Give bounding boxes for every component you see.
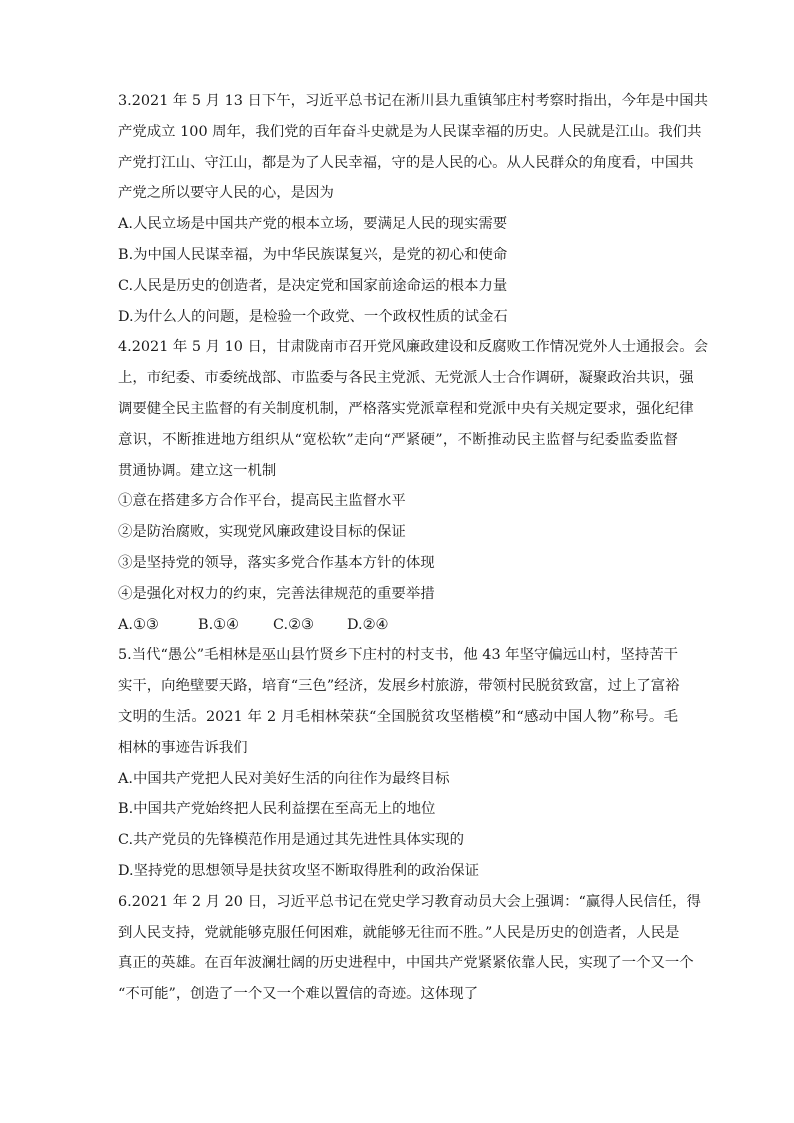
question-5-stem-line: 实干，向绝壁要天路，培育“三色”经济，发展乡村旅游，带领村民脱贫致富，过上了富裕 <box>118 678 680 695</box>
question-3 <box>118 86 708 332</box>
question-4-choice-d: D.②④ <box>347 616 389 633</box>
question-list <box>118 86 708 1010</box>
question-4-stem-line: 4.2021 年 5 月 10 日，甘肃陇南市召开党风廉政建设和反腐败工作情况党外人士通报会。会 <box>118 339 708 356</box>
question-4-stem-line: 调要健全民主监督的有关制度机制，严格落实党派章程和党派中央有关规定要求，强化纪律 <box>118 400 694 417</box>
question-4-choice-c: C.②③ <box>273 616 314 633</box>
question-6-stem-line: 真正的英雄。在百年波澜壮阔的历史进程中，中国共产党紧紧依靠人民，实现了一个又一个 <box>118 955 694 972</box>
question-4-statement-1: ①意在搭建多方合作平台，提高民主监督水平 <box>118 493 406 510</box>
question-4-choice-b: B.①④ <box>198 616 239 633</box>
question-4-stem-line: 上，市纪委、市委统战部、市监委与各民主党派、无党派人士合作调研，凝聚政治共识，强 <box>118 370 694 387</box>
question-4-choice-a: A.①③ <box>118 616 159 633</box>
question-5 <box>118 640 678 886</box>
question-3-option-c: C.人民是历史的创造者，是决定党和国家前途命运的根本力量 <box>118 277 508 294</box>
question-5-option-d: D.坚持党的思想领导是扶贫攻坚不断取得胜利的政治保证 <box>118 862 479 879</box>
question-5-option-b: B.中国共产党始终把人民利益摆在至高无上的地位 <box>118 801 436 818</box>
question-5-option-a: A.中国共产党把人民对美好生活的向往作为最终目标 <box>118 770 450 787</box>
question-4-stem-line: 贯通协调。建立这一机制 <box>118 462 277 479</box>
question-6-stem-line: 6.2021 年 2 月 20 日，习近平总书记在党史学习教育动员大会上强调：“赢得人民信任，得 <box>118 893 701 910</box>
question-4-stem-line: 意识，不断推进地方组织从“宽松软”走向“严紧硬”，不断推动民主监督与纪委监委监督 <box>118 431 678 448</box>
question-4-statement-3: ③是坚持党的领导，落实多党合作基本方针的体现 <box>118 554 435 571</box>
question-5-stem-line: 文明的生活。2021 年 2 月毛相林荣获“全国脱贫攻坚楷模”和“感动中国人物”称号。毛 <box>118 708 678 725</box>
question-4-statement-2: ②是防治腐败，实现党风廉政建设目标的保证 <box>118 524 406 541</box>
question-4 <box>118 332 708 640</box>
question-3-option-a: A.人民立场是中国共产党的根本立场，要满足人民的现实需要 <box>118 216 508 233</box>
question-5-stem-line: 5.当代“愚公”毛相林是巫山县竹贤乡下庄村的村支书，他 43 年坚守偏远山村，坚持苦干 <box>118 647 678 664</box>
question-3-option-d: D.为什么人的问题，是检验一个政党、一个政权性质的试金石 <box>118 308 508 325</box>
question-5-option-c: C.共产党员的先锋模范作用是通过其先进性具体实现的 <box>118 832 465 849</box>
question-3-option-b: B.为中国人民谋幸福，为中华民族谋复兴，是党的初心和使命 <box>118 246 508 263</box>
question-6-stem-line: 到人民支持，党就能够克服任何困难，就能够无往而不胜。”人民是历史的创造者，人民是 <box>118 924 680 941</box>
question-3-stem-line: 产党打江山、守江山，都是为了人民幸福，守的是人民的心。从人民群众的角度看，中国共 <box>118 154 694 171</box>
question-5-stem-line: 相林的事迹告诉我们 <box>118 739 248 756</box>
question-6 <box>118 887 701 1010</box>
question-3-stem-line: 3.2021 年 5 月 13 日下午，习近平总书记在淅川县九重镇邹庄村考察时指出，今年是中国共 <box>118 93 708 109</box>
question-4-choices <box>118 610 678 641</box>
question-3-stem-line: 产党之所以要守人民的心，是因为 <box>118 185 334 202</box>
question-3-stem-line: 产党成立 100 周年，我们党的百年奋斗史就是为人民谋幸福的历史。人民就是江山。我们共 <box>118 123 702 140</box>
question-6-stem-line: “不可能”，创造了一个又一个难以置信的奇迹。这体现了 <box>118 986 479 1003</box>
question-4-statement-4: ④是强化对权力的约束，完善法律规范的重要举措 <box>118 585 435 602</box>
